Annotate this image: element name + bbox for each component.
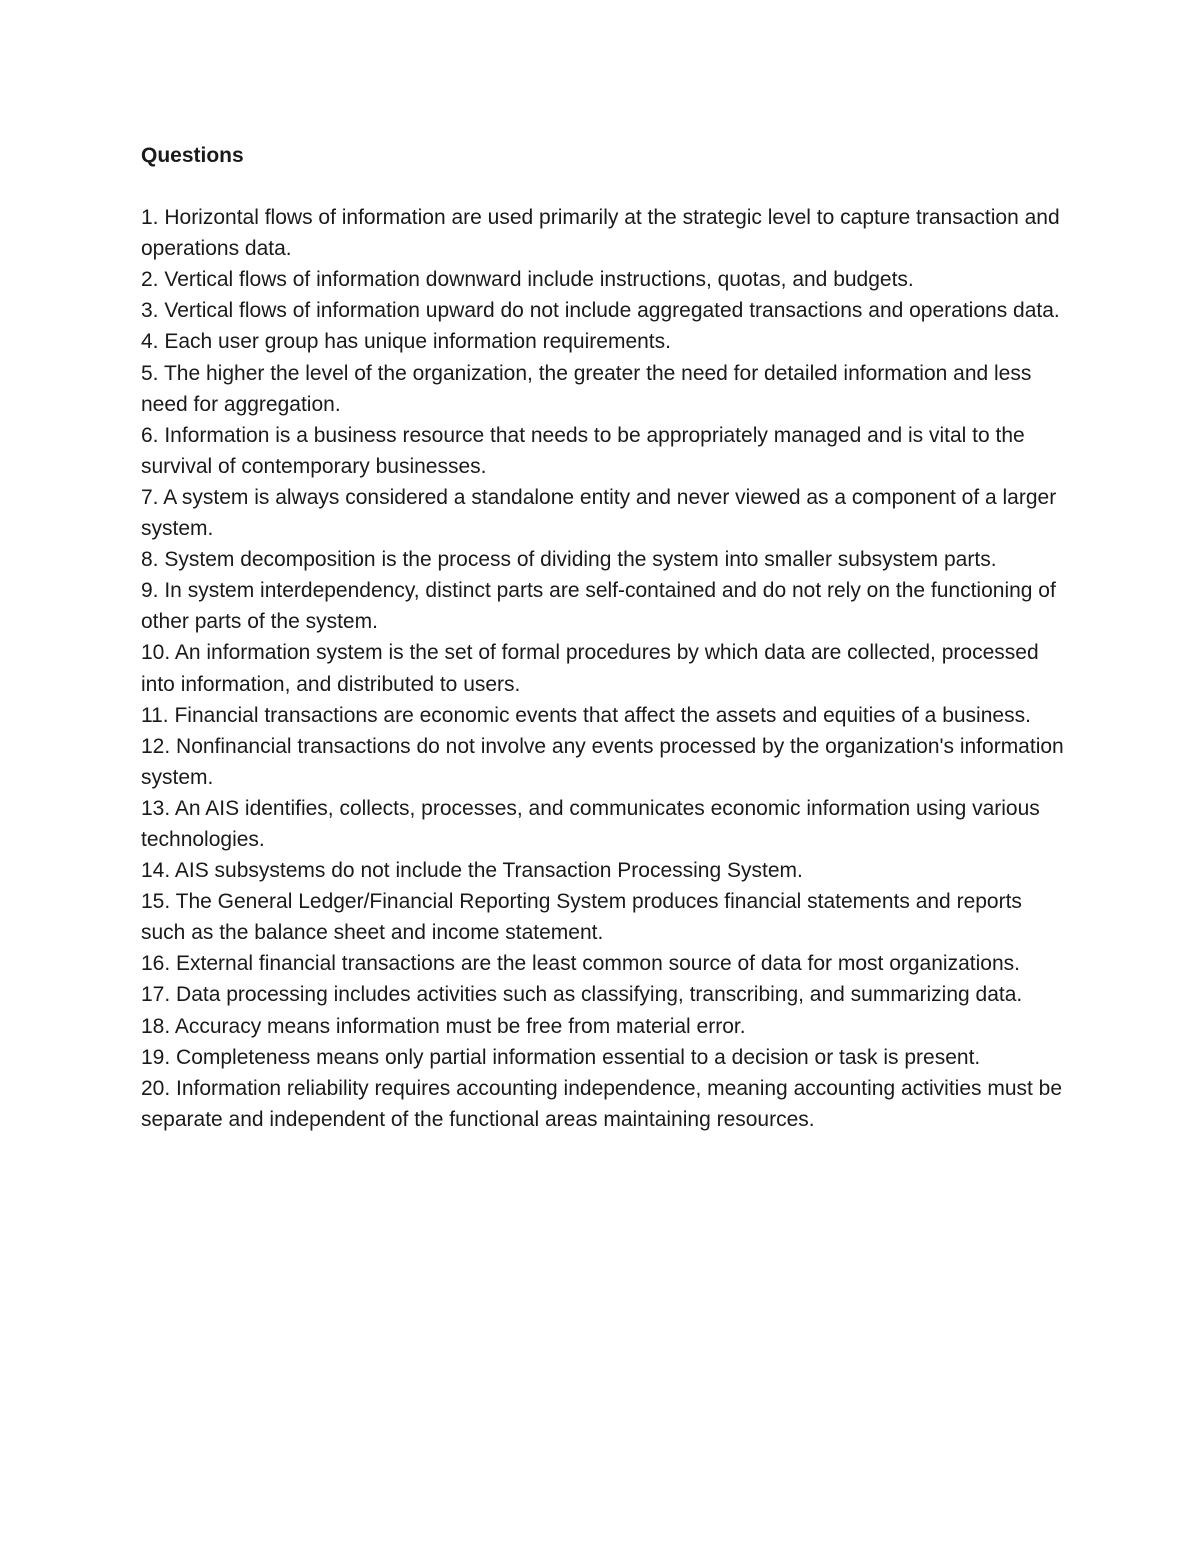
question-item-10: 10. An information system is the set of formal procedures by which data are collected, processed into information, and distributed to users. — [141, 641, 1039, 696]
question-item-20: 20. Information reliability requires accounting independence, meaning accounting activities must be separate and independent of the functional areas maintaining resources. — [141, 1076, 1063, 1131]
question-item-18: 18. Accuracy means information must be free from material error. — [141, 1014, 746, 1038]
question-item-5: 5. The higher the level of the organization, the greater the need for detailed information and less need for aggregation. — [141, 361, 1032, 416]
question-item-11: 11. Financial transactions are economic events that affect the assets and equities of a business. — [141, 703, 1031, 727]
question-item-12: 12. Nonfinancial transactions do not involve any events processed by the organization's information system. — [141, 734, 1064, 789]
question-item-6: 6. Information is a business resource that needs to be appropriately managed and is vital to the survival of contemporary businesses. — [141, 423, 1025, 478]
question-item-14: 14. AIS subsystems do not include the Transaction Processing System. — [141, 859, 803, 883]
question-item-3: 3. Vertical flows of information upward do not include aggregated transactions and operations data. — [141, 299, 1060, 323]
question-item-19: 19. Completeness means only partial information essential to a decision or task is present. — [141, 1045, 981, 1069]
question-item-13: 13. An AIS identifies, collects, processes, and communicates economic information using various technologies. — [141, 796, 1040, 851]
question-item-7: 7. A system is always considered a standalone entity and never viewed as a component of a larger system. — [141, 485, 1057, 541]
question-item-8: 8. System decomposition is the process of dividing the system into smaller subsystem parts. — [141, 548, 997, 572]
document-title: Questions — [141, 144, 244, 167]
question-list — [141, 202, 1071, 1135]
question-item-2: 2. Vertical flows of information downward include instructions, quotas, and budgets. — [141, 268, 914, 292]
question-item-9: 9. In system interdependency, distinct parts are self-contained and do not rely on the functioning of other parts of the system. — [141, 579, 1056, 634]
question-item-4: 4. Each user group has unique information requirements. — [141, 330, 671, 354]
question-item-15: 15. The General Ledger/Financial Reporting System produces financial statements and reports such as the balance sheet and income statement. — [141, 890, 1022, 945]
question-item-16: 16. External financial transactions are the least common source of data for most organizations. — [141, 952, 1020, 976]
question-item-17: 17. Data processing includes activities such as classifying, transcribing, and summarizing data. — [141, 983, 1023, 1007]
document-content — [141, 140, 1071, 1135]
question-item-1: 1. Horizontal flows of information are used primarily at the strategic level to capture transaction and operations data. — [141, 206, 1060, 261]
